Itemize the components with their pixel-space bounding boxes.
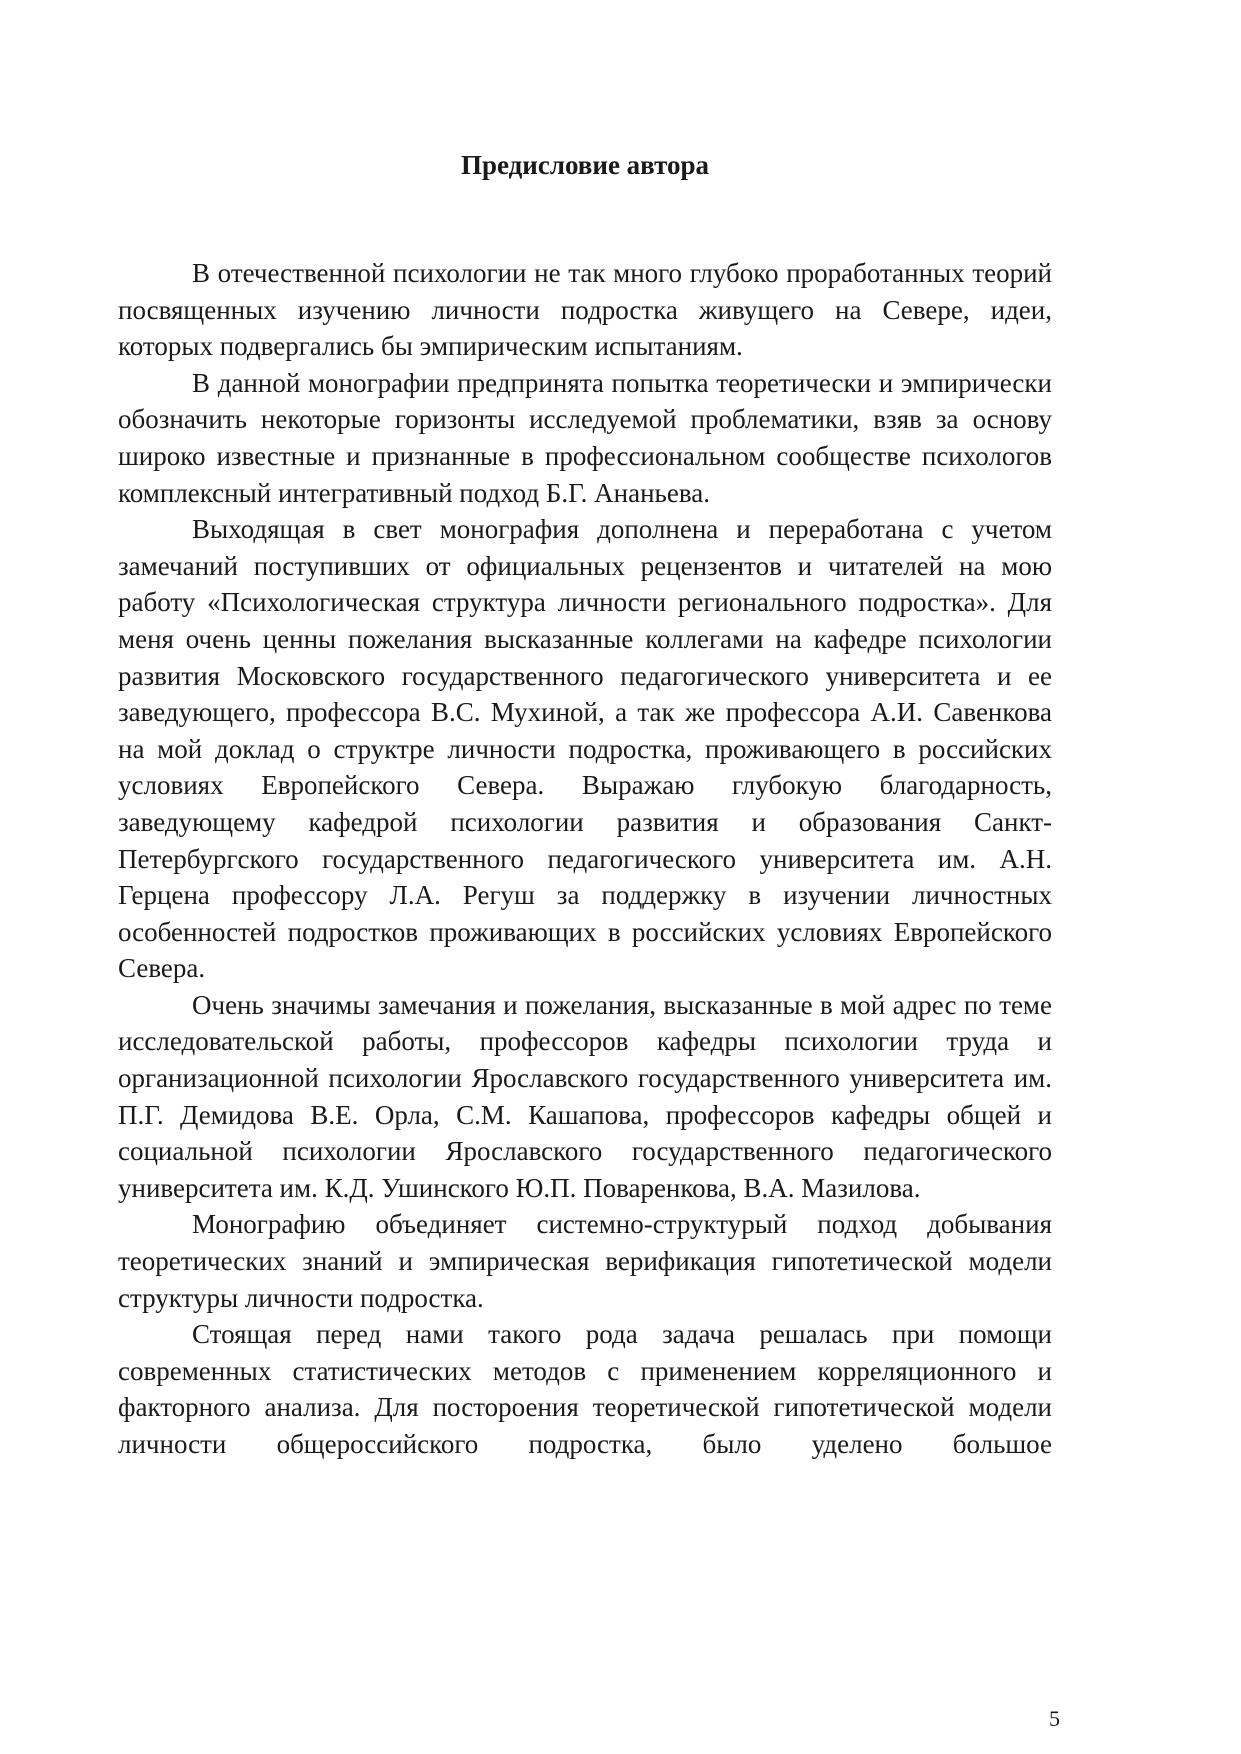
paragraph: Очень значимы замечания и пожелания, высказанные в мой адрес по теме исследовательской работы, профессоров кафедры психологии труда и организационной психологии Ярославского государственного университета им. П.Г. Демидова В.Е. Орла, С.М. Кашапова, профессоров кафедры общей и социальной психологии Ярославского государственного педагогического университета им. К.Д. Ушинского Ю.П. Поваренкова, В.А. Мазилова.: [118, 989, 1052, 1203]
paragraph: Выходящая в свет монография дополнена и переработана с учетом замечаний поступивших от официальных рецензентов и читателей на мою работу «Психологическая структура личности регионального подростка». Для меня очень ценны пожелания высказанные коллегами на кафедре психологии развития Московского государственного педагогического университета и ее заведующего, профессора В.С. Мухиной, а так же профессора А.И. Савенкова на мой доклад о структре личности подростка, проживающего в российских условиях Европейского Севера. Выражаю глубокую благодарность, заведующему кафедрой психологии развития и образования Санкт-Петербургского государственного педагогического университета им. А.Н. Герцена профессору Л.А. Регуш за поддержку в изучении личностных особенностей подростков проживающих в российских условиях Европейского Севера.: [118, 514, 1052, 984]
paragraph: Монографию объединяет системно-структурый подход добывания теоретических знаний и эмпирическая верификация гипотетической модели структуры личности подростка.: [118, 1209, 1052, 1313]
page-title: Предисловие автора: [460, 150, 710, 180]
body-text: [118, 255, 1052, 1463]
paragraph: В отечественной психологии не так много глубоко проработанных теорий посвященных изучению личности подростка живущего на Севере, идеи, которых подвергались бы эмпирическим испытаниям.: [118, 258, 1052, 362]
paragraph: В данной монографии предпринята попытка теоретически и эмпирически обозначить некоторые горизонты исследуемой проблематики, взяв за основу широко известные и признанные в профессиональном сообществе психологов комплексный интегративный подход Б.Г. Ананьева.: [118, 367, 1052, 508]
paragraph-last: Стоящая перед нами такого рода задача решалась при помощи современных статистических методов с применением корреляционного и факторного анализа. Для постороения теоретической гипотетической модели личности общероссийского подростка, было уделено большое: [118, 1319, 1052, 1459]
page-number: 5: [1049, 1706, 1060, 1731]
